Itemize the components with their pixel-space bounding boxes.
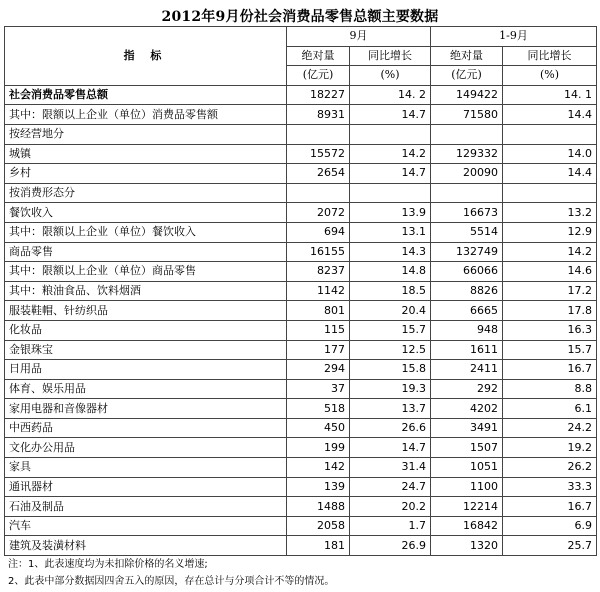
cell-jan-sep-growth: 16.3 <box>503 320 597 340</box>
cell-september-value: 115 <box>287 320 350 340</box>
cell-september-value: 16155 <box>287 242 350 262</box>
cell-september-growth: 31.4 <box>350 458 431 478</box>
cell-september-growth: 18.5 <box>350 281 431 301</box>
cell-september-growth: 13.1 <box>350 222 431 242</box>
cell-september-value: 518 <box>287 399 350 419</box>
table-row <box>5 183 597 203</box>
row-label: 中西药品 <box>5 418 287 438</box>
cell-september-growth: 12.5 <box>350 340 431 360</box>
cell-september-value: 2072 <box>287 203 350 223</box>
cell-jan-sep-growth <box>503 183 597 203</box>
cell-jan-sep-growth: 15.7 <box>503 340 597 360</box>
table-row <box>5 203 597 223</box>
table-row <box>5 301 597 321</box>
row-label: 其中：粮油食品、饮料烟酒 <box>5 281 287 301</box>
cell-jan-sep-value: 20090 <box>431 164 503 184</box>
cell-jan-sep-growth: 6.1 <box>503 399 597 419</box>
cell-september-value <box>287 183 350 203</box>
header-abs-label: 绝对量 <box>287 46 350 66</box>
cell-september-value: 177 <box>287 340 350 360</box>
table-row <box>5 379 597 399</box>
table-row <box>5 320 597 340</box>
cell-jan-sep-value: 6665 <box>431 301 503 321</box>
cell-jan-sep-value: 149422 <box>431 85 503 105</box>
cell-jan-sep-growth: 13.2 <box>503 203 597 223</box>
cell-jan-sep-value: 12214 <box>431 497 503 517</box>
cell-jan-sep-value: 4202 <box>431 399 503 419</box>
cell-jan-sep-growth: 14.6 <box>503 262 597 282</box>
table-row <box>5 124 597 144</box>
cell-september-value: 15572 <box>287 144 350 164</box>
table-row <box>5 85 597 105</box>
cell-jan-sep-growth: 25.7 <box>503 536 597 556</box>
header-period-jan-sep: 1-9月 <box>431 27 597 47</box>
cell-jan-sep-growth: 17.2 <box>503 281 597 301</box>
row-label: 乡村 <box>5 164 287 184</box>
table-body <box>5 85 597 555</box>
cell-september-value: 37 <box>287 379 350 399</box>
table-row <box>5 144 597 164</box>
cell-september-value: 694 <box>287 222 350 242</box>
cell-september-value: 142 <box>287 458 350 478</box>
cell-jan-sep-growth: 33.3 <box>503 477 597 497</box>
cell-jan-sep-value: 16842 <box>431 516 503 536</box>
cell-september-growth: 1.7 <box>350 516 431 536</box>
row-label: 服装鞋帽、针纺织品 <box>5 301 287 321</box>
header-growth-label: 同比增长 <box>503 46 597 66</box>
cell-jan-sep-value: 5514 <box>431 222 503 242</box>
cell-september-value: 18227 <box>287 85 350 105</box>
cell-september-growth: 14. 2 <box>350 85 431 105</box>
cell-jan-sep-growth: 17.8 <box>503 301 597 321</box>
cell-september-growth <box>350 183 431 203</box>
cell-jan-sep-growth: 14.4 <box>503 105 597 125</box>
cell-jan-sep-value: 16673 <box>431 203 503 223</box>
cell-jan-sep-growth: 24.2 <box>503 418 597 438</box>
cell-september-growth: 26.9 <box>350 536 431 556</box>
table-row <box>5 222 597 242</box>
row-label: 其中：限额以上企业（单位）餐饮收入 <box>5 222 287 242</box>
cell-jan-sep-growth: 14. 1 <box>503 85 597 105</box>
cell-jan-sep-growth: 12.9 <box>503 222 597 242</box>
table-row <box>5 340 597 360</box>
cell-september-value <box>287 124 350 144</box>
cell-jan-sep-value: 1051 <box>431 458 503 478</box>
cell-september-growth: 15.8 <box>350 360 431 380</box>
cell-jan-sep-value: 66066 <box>431 262 503 282</box>
table-row <box>5 438 597 458</box>
row-label: 金银珠宝 <box>5 340 287 360</box>
cell-jan-sep-value: 292 <box>431 379 503 399</box>
cell-september-value: 450 <box>287 418 350 438</box>
header-growth-label: 同比增长 <box>350 46 431 66</box>
row-label: 城镇 <box>5 144 287 164</box>
header-abs-unit: (亿元) <box>287 66 350 86</box>
cell-september-value: 8931 <box>287 105 350 125</box>
cell-jan-sep-value: 948 <box>431 320 503 340</box>
row-label: 汽车 <box>5 516 287 536</box>
header-period-september: 9月 <box>287 27 431 47</box>
table-row <box>5 516 597 536</box>
cell-september-growth: 14.7 <box>350 438 431 458</box>
cell-september-value: 1142 <box>287 281 350 301</box>
page-title: 2012年9月份社会消费品零售总额主要数据 <box>161 9 439 25</box>
cell-jan-sep-value <box>431 183 503 203</box>
table-row <box>5 477 597 497</box>
cell-jan-sep-growth: 8.8 <box>503 379 597 399</box>
table-row <box>5 399 597 419</box>
cell-jan-sep-value: 1507 <box>431 438 503 458</box>
row-label: 其中：限额以上企业（单位）消费品零售额 <box>5 105 287 125</box>
cell-jan-sep-value: 132749 <box>431 242 503 262</box>
cell-september-growth: 13.7 <box>350 399 431 419</box>
cell-september-value: 2058 <box>287 516 350 536</box>
header-abs-unit: (亿元) <box>431 66 503 86</box>
row-label: 通讯器材 <box>5 477 287 497</box>
cell-jan-sep-value: 8826 <box>431 281 503 301</box>
table-row <box>5 262 597 282</box>
row-label: 建筑及装潢材料 <box>5 536 287 556</box>
row-label: 日用品 <box>5 360 287 380</box>
table-row <box>5 458 597 478</box>
cell-jan-sep-growth: 26.2 <box>503 458 597 478</box>
note-line: 注：1、此表速度均为未扣除价格的名义增速; <box>8 559 208 570</box>
header-indicator: 指 标 <box>5 27 287 86</box>
row-label: 其中：限额以上企业（单位）商品零售 <box>5 262 287 282</box>
cell-september-value: 294 <box>287 360 350 380</box>
cell-jan-sep-value: 3491 <box>431 418 503 438</box>
cell-september-value: 199 <box>287 438 350 458</box>
table-row <box>5 418 597 438</box>
cell-september-growth: 15.7 <box>350 320 431 340</box>
cell-jan-sep-value: 1320 <box>431 536 503 556</box>
cell-jan-sep-growth: 6.9 <box>503 516 597 536</box>
table-row <box>5 281 597 301</box>
table-row <box>5 164 597 184</box>
cell-jan-sep-growth: 14.0 <box>503 144 597 164</box>
cell-september-growth: 14.7 <box>350 164 431 184</box>
row-label: 文化办公用品 <box>5 438 287 458</box>
notes <box>8 556 334 590</box>
cell-september-growth: 24.7 <box>350 477 431 497</box>
cell-jan-sep-growth: 19.2 <box>503 438 597 458</box>
note-line: 2、此表中部分数据因四舍五入的原因，存在总计与分项合计不等的情况。 <box>8 576 335 587</box>
cell-september-growth: 19.3 <box>350 379 431 399</box>
cell-september-growth: 26.6 <box>350 418 431 438</box>
header-abs-label: 绝对量 <box>431 46 503 66</box>
cell-september-growth: 20.4 <box>350 301 431 321</box>
cell-september-value: 181 <box>287 536 350 556</box>
cell-jan-sep-value <box>431 124 503 144</box>
cell-jan-sep-value: 1611 <box>431 340 503 360</box>
cell-september-value: 1488 <box>287 497 350 517</box>
cell-jan-sep-growth: 16.7 <box>503 497 597 517</box>
cell-september-growth: 14.3 <box>350 242 431 262</box>
table-row <box>5 497 597 517</box>
cell-september-growth: 14.7 <box>350 105 431 125</box>
cell-jan-sep-value: 129332 <box>431 144 503 164</box>
row-label: 体育、娱乐用品 <box>5 379 287 399</box>
data-table <box>4 26 597 556</box>
cell-september-growth <box>350 124 431 144</box>
row-label: 按经营地分 <box>5 124 287 144</box>
cell-jan-sep-value: 1100 <box>431 477 503 497</box>
cell-september-growth: 14.2 <box>350 144 431 164</box>
cell-jan-sep-value: 71580 <box>431 105 503 125</box>
cell-september-value: 801 <box>287 301 350 321</box>
cell-september-value: 139 <box>287 477 350 497</box>
table-row <box>5 242 597 262</box>
cell-jan-sep-value: 2411 <box>431 360 503 380</box>
row-label: 餐饮收入 <box>5 203 287 223</box>
row-label: 家具 <box>5 458 287 478</box>
table-row <box>5 536 597 556</box>
cell-september-growth: 20.2 <box>350 497 431 517</box>
cell-september-value: 2654 <box>287 164 350 184</box>
cell-jan-sep-growth <box>503 124 597 144</box>
header-growth-unit: (%) <box>503 66 597 86</box>
row-label: 家用电器和音像器材 <box>5 399 287 419</box>
table-row <box>5 105 597 125</box>
row-label: 按消费形态分 <box>5 183 287 203</box>
cell-september-growth: 14.8 <box>350 262 431 282</box>
cell-jan-sep-growth: 16.7 <box>503 360 597 380</box>
row-label: 石油及制品 <box>5 497 287 517</box>
row-label: 商品零售 <box>5 242 287 262</box>
table-row <box>5 360 597 380</box>
cell-september-growth: 13.9 <box>350 203 431 223</box>
row-label: 社会消费品零售总额 <box>5 85 287 105</box>
cell-september-value: 8237 <box>287 262 350 282</box>
row-label: 化妆品 <box>5 320 287 340</box>
cell-jan-sep-growth: 14.4 <box>503 164 597 184</box>
header-growth-unit: (%) <box>350 66 431 86</box>
cell-jan-sep-growth: 14.2 <box>503 242 597 262</box>
